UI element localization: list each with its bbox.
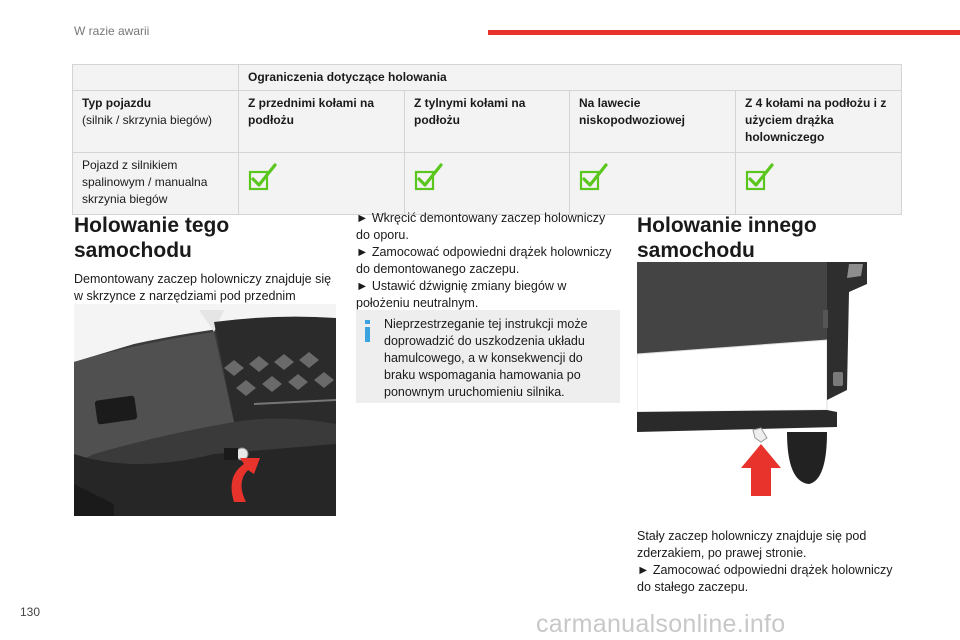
- table-empty-cell: [73, 65, 239, 91]
- watermark: carmanualsonline.info: [536, 610, 786, 638]
- checkbox-checked-icon: [579, 163, 609, 191]
- instruction-step: ► Zamocować odpowiedni drążek holowniczy do stałego zaczepu.: [637, 563, 893, 594]
- paragraph: Stały zaczep holowniczy znajduje się pod zderzakiem, po prawej stronie.: [637, 529, 867, 560]
- column-header-front-wheels: Z przednimi kołami na podłożu: [239, 91, 405, 153]
- towing-other-vehicle-section: [637, 213, 897, 263]
- info-note: [356, 310, 620, 403]
- section-heading: Holowanie innego samochodu: [637, 214, 817, 262]
- table-cell: [239, 153, 405, 215]
- towing-steps: [356, 210, 620, 312]
- rear-tow-hook-illustration: [637, 262, 899, 496]
- column-header-flatbed: Na lawecie niskopodwoziowej: [570, 91, 736, 153]
- table-cell: [570, 153, 736, 215]
- instruction-step: ► Wkręcić demontowany zaczep holowniczy do oporu.: [356, 211, 606, 242]
- front-bumper-illustration: [74, 304, 336, 516]
- section-heading: Holowanie tego samochodu: [74, 214, 230, 262]
- info-icon: [365, 320, 370, 342]
- checkbox-checked-icon: [248, 163, 278, 191]
- paragraph: Demontowany zaczep holowniczy znajduje się w skrzynce z narzędziami pod przednim: [74, 272, 332, 303]
- vehicle-type-sub: (silnik / skrzynia biegów): [82, 113, 213, 127]
- note-text: Nieprzestrzeganie tej instrukcji może doprowadzić do uszkodzenia układu hamulcowego, a w konsekwencji do braku wspomagania hamowania po ponownym uruchomieniu silnika.: [384, 317, 588, 399]
- column-header-rear-wheels: Z tylnymi kołami na podłożu: [405, 91, 570, 153]
- table-cell: [736, 153, 902, 215]
- vehicle-type-label: Typ pojazdu: [82, 96, 152, 110]
- towing-limits-table: [72, 64, 902, 215]
- checkbox-checked-icon: [414, 163, 444, 191]
- header-accent-bar: [488, 30, 960, 35]
- table-header-row: [73, 65, 902, 91]
- table-row: [73, 91, 902, 153]
- checkbox-checked-icon: [745, 163, 775, 191]
- row-label: Pojazd z silnikiem spalinowym / manualna skrzynia biegów: [73, 153, 239, 215]
- table-cell: [73, 91, 239, 153]
- section-title: W razie awarii: [74, 24, 150, 38]
- table-title: Ograniczenia dotyczące holowania: [239, 65, 902, 91]
- table-row: [73, 153, 902, 215]
- column-header-four-wheels: Z 4 kołami na podłożu i z użyciem drążka holowniczego: [736, 91, 902, 153]
- instruction-step: ► Zamocować odpowiedni drążek holowniczy do demontowanego zaczepu.: [356, 245, 612, 276]
- towing-other-vehicle-text: [637, 528, 899, 596]
- table-cell: [405, 153, 570, 215]
- page-number: 130: [20, 605, 41, 619]
- instruction-step: ► Ustawić dźwignię zmiany biegów w położeniu neutralnym.: [356, 279, 567, 310]
